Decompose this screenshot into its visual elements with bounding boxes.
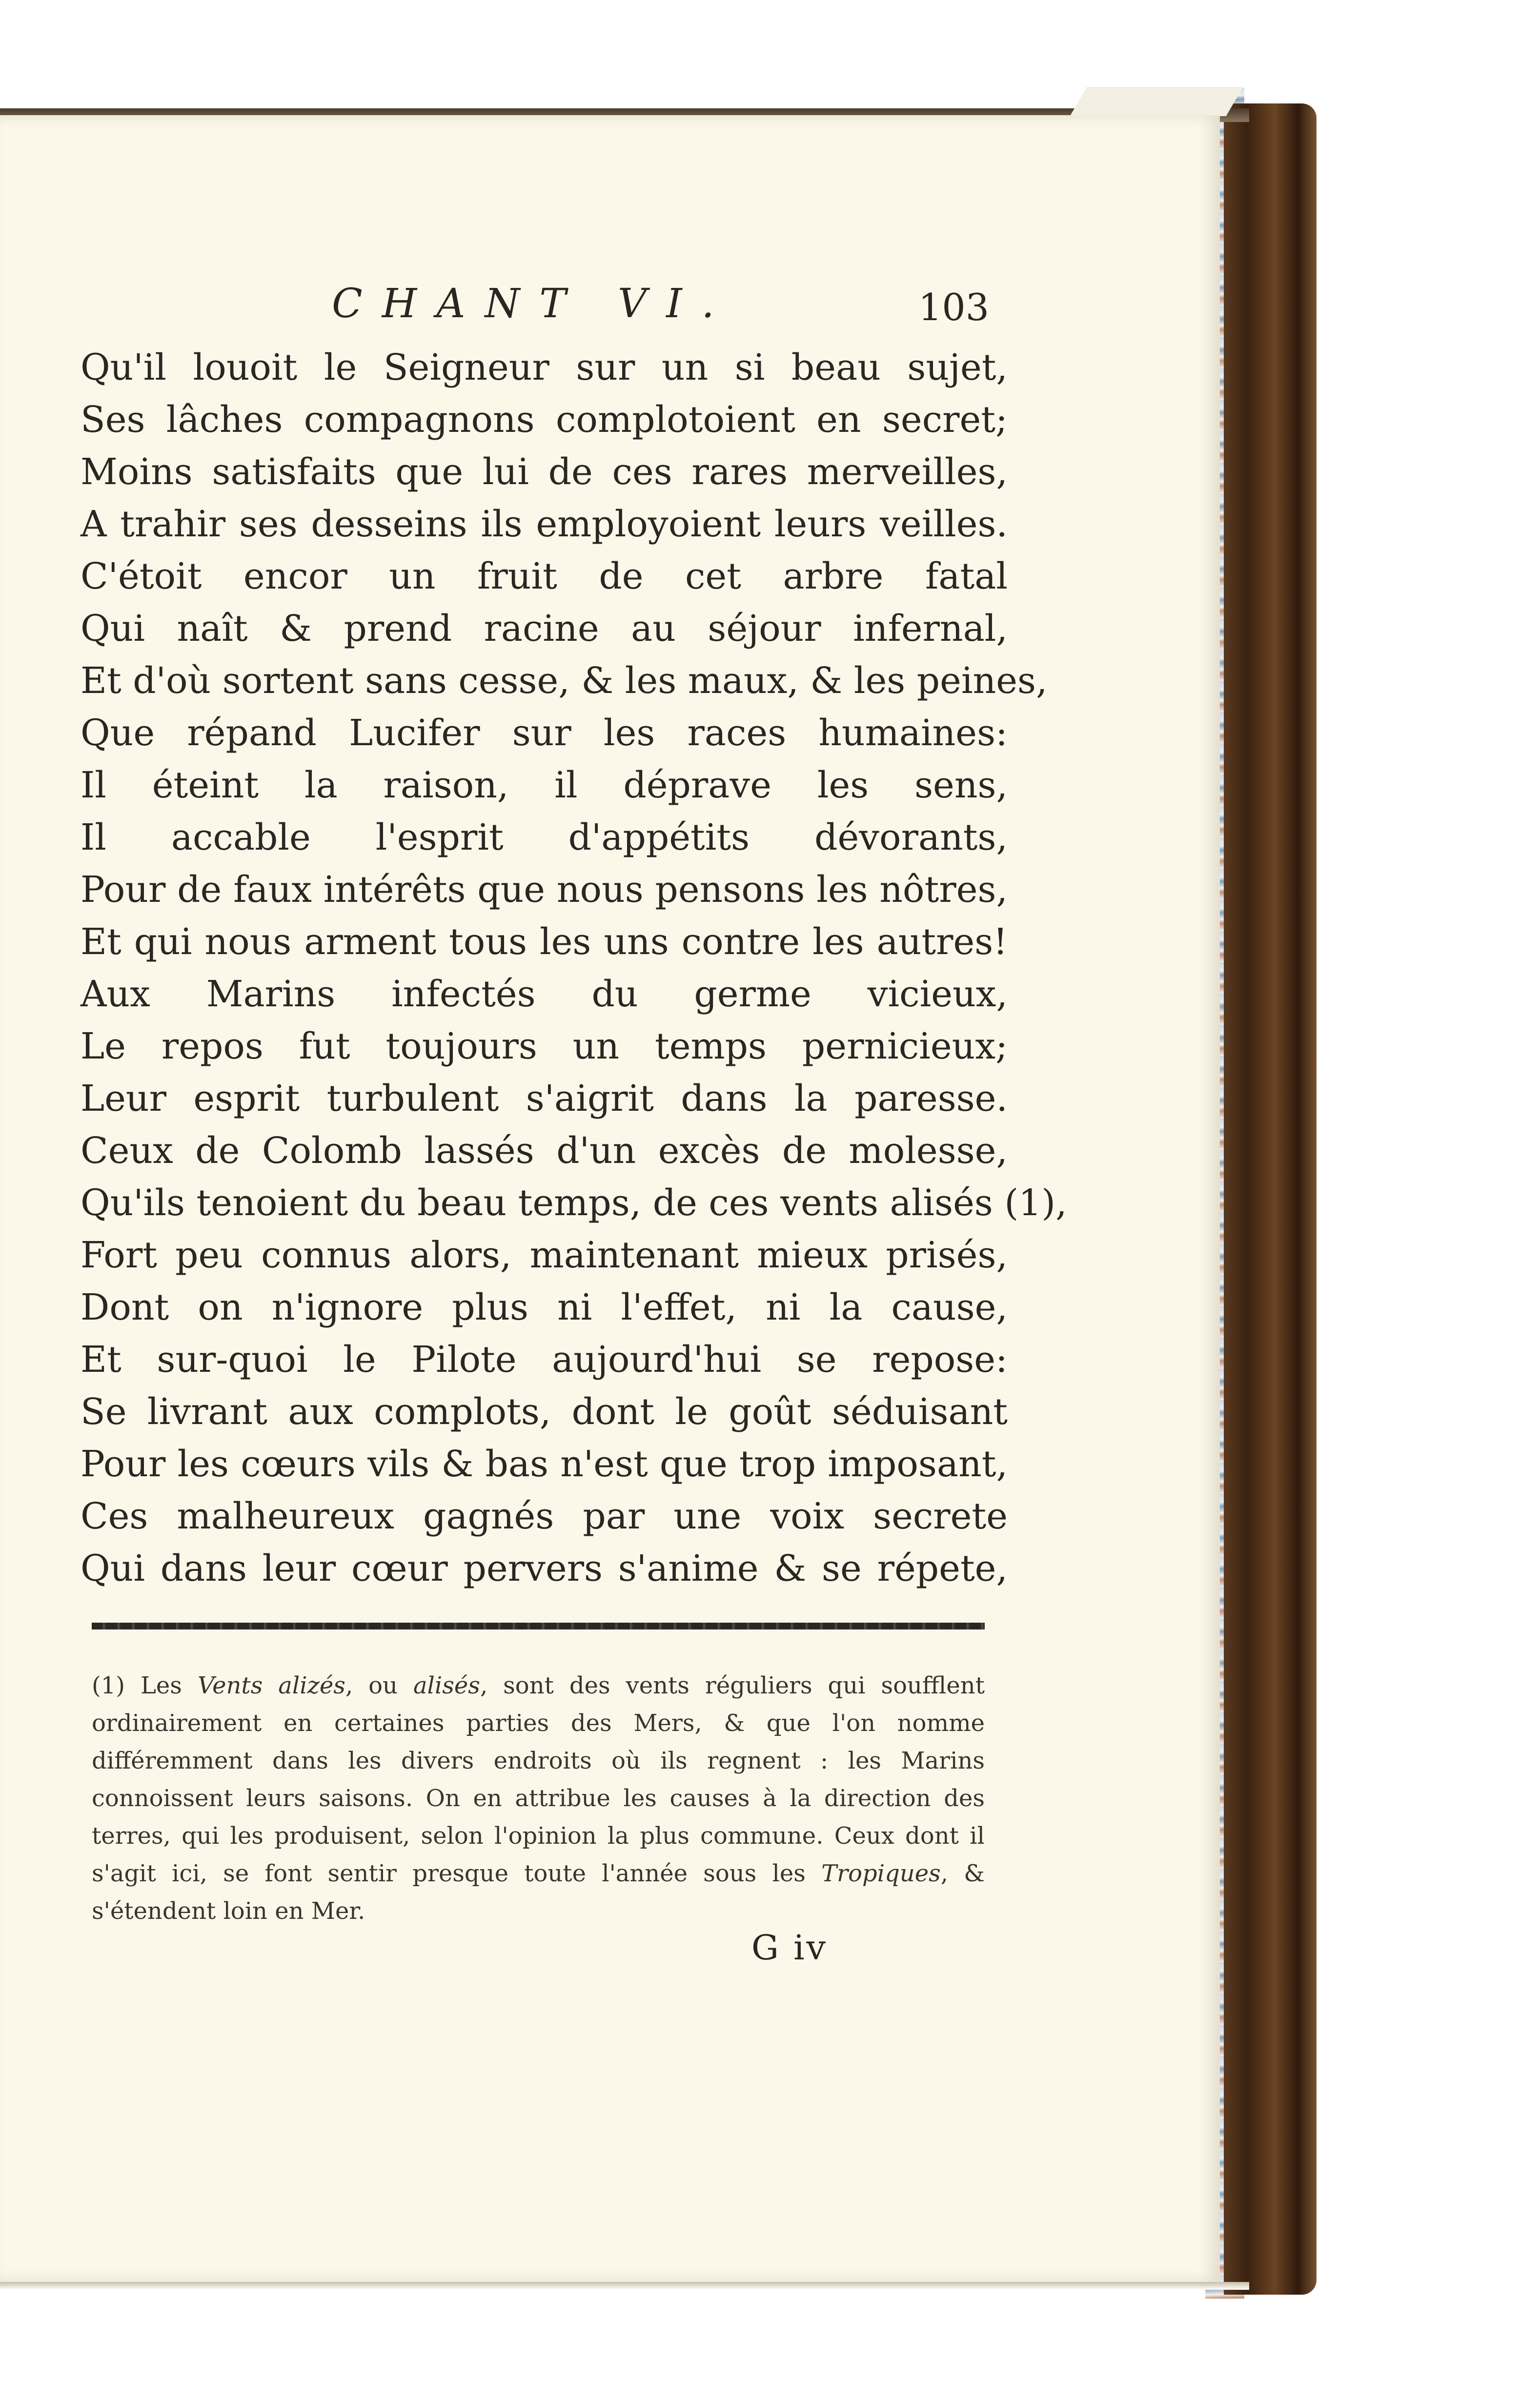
verse-line: Fort peu connus alors, maintenant mieux prisés, [81,1234,1008,1276]
verse-line: Ses lâches compagnons complotoient en secret; [81,399,1008,441]
signature-mark: G iv [751,1928,828,1968]
verse-line: Que répand Lucifer sur les races humaines: [81,712,1008,754]
leather-binding [1224,103,1317,2295]
verse-line: Se livrant aux complots, dont le goût séduisant [81,1391,1008,1433]
verse-block [81,342,1067,1595]
footnote-term: Vents alizés [197,1672,345,1699]
verse-line: Pour de faux intérêts que nous pensons les nôtres, [81,869,1008,911]
verse-line: Dont on n'ignore plus ni l'effet, ni la cause, [81,1286,1008,1328]
running-head: CHANT VI. [332,281,734,327]
verse-line: Ces malheureux gagnés par une voix secrete [81,1495,1008,1537]
verse-line: Qu'ils tenoient du beau temps, de ces vents alisés (1), [81,1182,1067,1224]
page-bottom-edge [0,2282,1249,2290]
verse-line: Et sur-quoi le Pilote aujourd'hui se repose: [81,1339,1008,1381]
footnote-rule [92,1623,985,1629]
verse-line: Qu'il louoit le Seigneur sur un si beau sujet, [81,346,1008,388]
footnote-text: , ou [345,1672,413,1699]
footnote [92,1667,985,1930]
verse-line: Qui naît & prend racine au séjour infernal, [81,608,1008,650]
verse-line: Et d'où sortent sans cesse, & les maux, & les peines, [81,660,1048,702]
verse-line: Pour les cœurs vils & bas n'est que trop imposant, [81,1443,1008,1485]
page-corner [1070,87,1243,116]
verse-line: Aux Marins infectés du germe vicieux, [81,973,1008,1015]
verse-line: Moins satisfaits que lui de ces rares merveilles, [81,451,1008,493]
verse-line: Qui dans leur cœur pervers s'anime & se répete, [81,1548,1008,1589]
footnote-term: alisés [413,1672,480,1699]
footnote-text: , sont des vents réguliers qui soufflent ordinairement en certaines parties des Mers, & que l'on nomme différemment dans les divers endroits où ils regnent : les Marins connoissent leurs saisons. On en attribue les causes à la direction des terres, qui les produisent, selon l'opinion la plus commune. Ceux dont il s'agit ici, se font sentir presque toute l'année sous les [92,1672,985,1887]
verse-line: Il éteint la raison, il déprave les sens, [81,764,1008,806]
verse-line: C'étoit encor un fruit de cet arbre fatal [81,555,1008,597]
verse-line: Le repos fut toujours un temps pernicieux; [81,1025,1008,1067]
verse-line: Il accable l'esprit d'appétits dévorants, [81,816,1008,858]
page-number: 103 [918,285,990,329]
footnote-term: Tropiques [821,1860,941,1887]
footnote-marker: (1) Les [92,1672,198,1699]
verse-line: Leur esprit turbulent s'aigrit dans la paresse. [81,1078,1008,1120]
verse-line: Ceux de Colomb lassés d'un excès de molesse, [81,1130,1008,1172]
footnote-text: , & s'étendent loin en Mer. [92,1860,985,1925]
verse-line: Et qui nous arment tous les uns contre les autres! [81,921,1008,963]
verse-line: A trahir ses desseins ils employoient leurs veilles. [81,503,1008,545]
